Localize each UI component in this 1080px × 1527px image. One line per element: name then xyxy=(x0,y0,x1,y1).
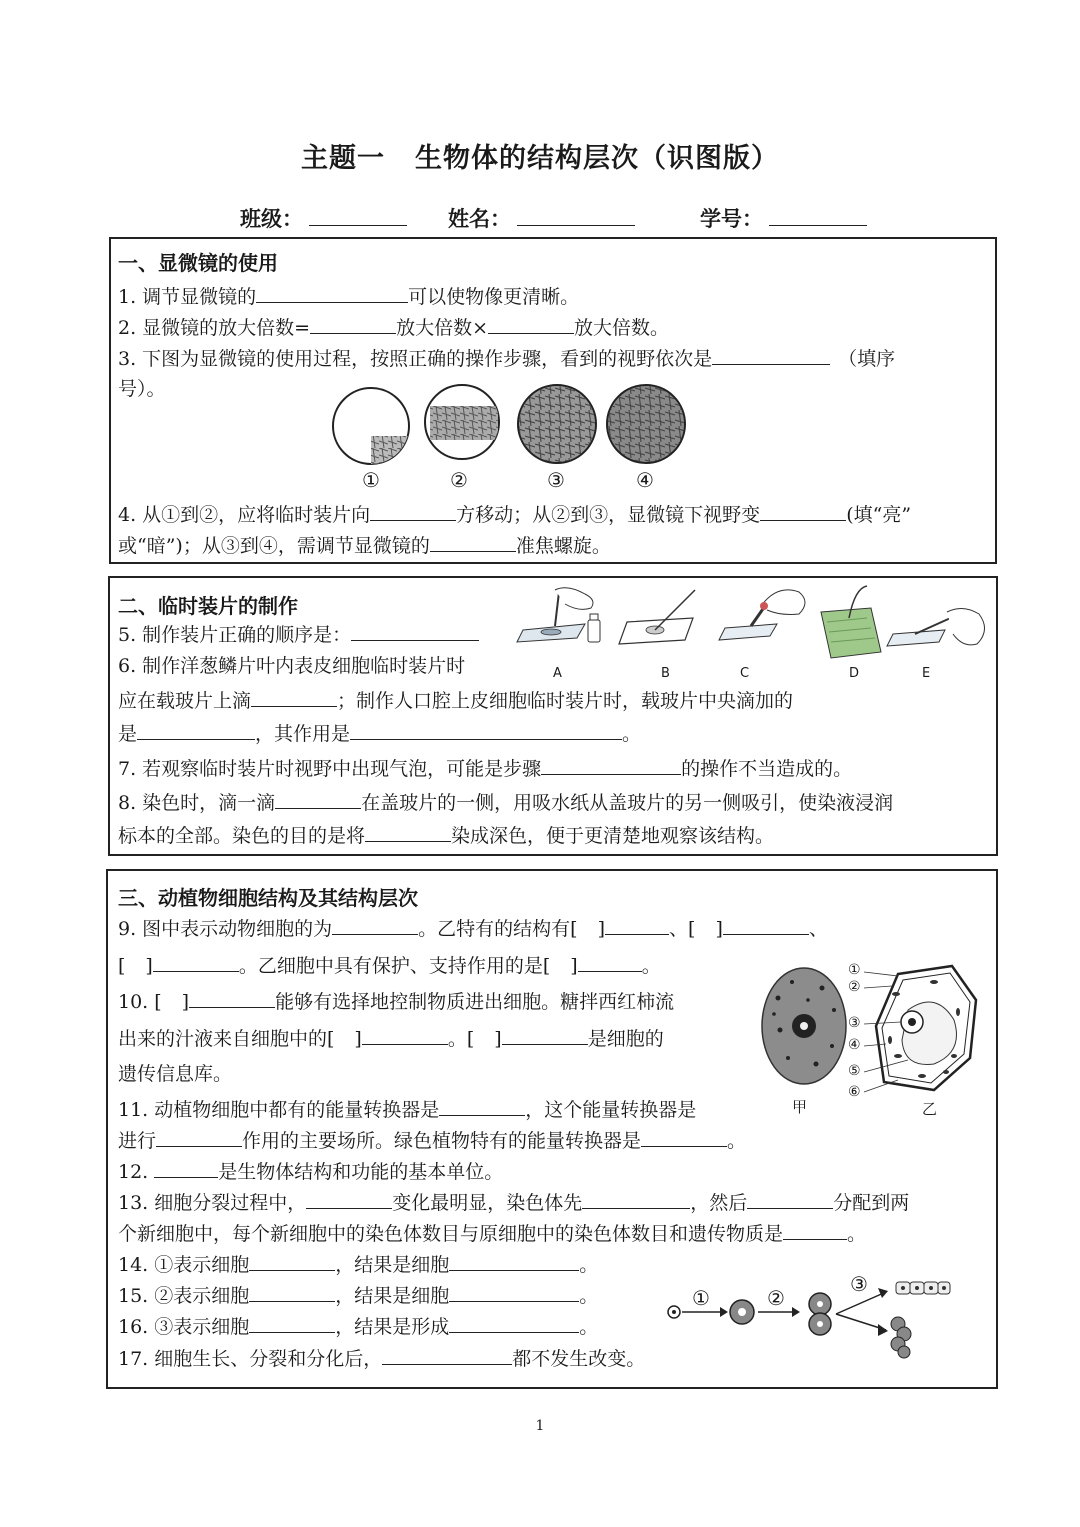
q11-blank-2[interactable] xyxy=(156,1128,242,1147)
question-9 xyxy=(118,916,828,941)
q10-bracket-2: ] xyxy=(354,1028,362,1050)
q4-text-b: 方移动；从②到③，显微镜下视野变 xyxy=(456,504,761,526)
field-label-1: ① xyxy=(362,468,380,492)
q2-text-c: 放大倍数。 xyxy=(574,317,670,339)
process-label-1: ① xyxy=(692,1286,710,1310)
plant-cell-name: 乙 xyxy=(922,1100,938,1118)
q11-text-e: 。 xyxy=(727,1130,747,1152)
step-b-drawing xyxy=(619,590,695,644)
section-3-heading: 三、动植物细胞结构及其结构层次 xyxy=(118,886,418,910)
q9-bracket-3: ] xyxy=(145,955,153,977)
field-4 xyxy=(607,385,685,463)
field-3 xyxy=(518,385,596,463)
field-2 xyxy=(425,385,499,459)
cell-label-1: ① xyxy=(848,962,861,978)
q11-blank-1[interactable] xyxy=(439,1097,525,1116)
q8-text-b: 在盖玻片的一侧，用吸水纸从盖玻片的另一侧吸引，使染液浸润 xyxy=(361,792,894,814)
q9-text-i: 。乙细胞中具有保护、支持作用的是[ xyxy=(238,955,551,977)
field-label-4: ④ xyxy=(636,468,654,492)
q2-blank-1[interactable] xyxy=(310,315,396,334)
title-part-b: 生物体的结构层次（识图版） xyxy=(415,143,779,174)
q10-blank-2[interactable] xyxy=(362,1026,448,1045)
q9-bracket-2: ] xyxy=(715,918,723,940)
q13-text-d: 分配到两 xyxy=(833,1192,910,1214)
q3-text-b: （填序 xyxy=(838,348,896,370)
q6-text-f: 。 xyxy=(622,723,642,745)
question-16 xyxy=(118,1314,598,1339)
grown-cell-drawing xyxy=(730,1300,754,1324)
q10-bracket-3: ] xyxy=(494,1028,502,1050)
q9-bracket-4: ] xyxy=(570,955,578,977)
q16-blank-1[interactable] xyxy=(249,1314,335,1333)
q16-blank-2[interactable] xyxy=(449,1314,579,1333)
q16-text-b: ，结果是形成 xyxy=(335,1316,450,1338)
q11-blank-3[interactable] xyxy=(641,1128,727,1147)
tissue-a-drawing xyxy=(896,1282,950,1294)
question-7 xyxy=(118,756,852,781)
q9-blank-5[interactable] xyxy=(578,953,642,972)
q11-text-d: 作用的主要场所。绿色植物特有的能量转换器是 xyxy=(242,1130,642,1152)
q15-blank-1[interactable] xyxy=(249,1283,335,1302)
slide-steps-figure xyxy=(515,582,990,672)
question-10 xyxy=(118,989,674,1014)
q13-blank-1[interactable] xyxy=(306,1190,392,1209)
q1-text-a: 1. 调节显微镜的 xyxy=(118,286,257,308)
q10-bracket-1: ] xyxy=(181,991,190,1013)
q4-blank-2[interactable] xyxy=(760,502,846,521)
q6-text-d: 是 xyxy=(118,723,138,745)
q9-blank-4[interactable] xyxy=(153,953,239,972)
q9-blank-3[interactable] xyxy=(723,916,809,935)
question-11-cont xyxy=(118,1128,746,1153)
q17-blank[interactable] xyxy=(382,1346,512,1365)
id-label: 学号： xyxy=(700,207,763,231)
question-5 xyxy=(118,622,479,647)
cell-label-3: ③ xyxy=(848,1015,861,1031)
question-2 xyxy=(118,315,669,340)
q1-text-b: 可以使物像更清晰。 xyxy=(408,286,580,308)
question-10-cont xyxy=(118,1026,664,1051)
q7-text-b: 的操作不当造成的。 xyxy=(681,758,853,780)
q9-blank-2[interactable] xyxy=(605,916,669,935)
class-field xyxy=(240,203,407,233)
name-label: 姓名： xyxy=(448,207,511,231)
question-3-cont: 号）。 xyxy=(118,378,166,400)
question-4 xyxy=(118,502,911,527)
q16-text-a: 16. ③表示细胞 xyxy=(118,1316,250,1338)
question-14 xyxy=(118,1252,598,1277)
q9-text-f: 、 xyxy=(808,918,828,940)
q4-text-e: 准焦螺旋。 xyxy=(515,535,611,557)
step-label-e: E xyxy=(922,666,931,681)
divided-cells-drawing xyxy=(809,1293,831,1335)
animal-cell-drawing xyxy=(762,968,846,1084)
step-label-d: D xyxy=(849,666,860,681)
q17-text-a: 17. 细胞生长、分裂和分化后， xyxy=(118,1348,383,1370)
name-blank[interactable] xyxy=(517,205,635,226)
single-cell-drawing xyxy=(668,1306,680,1318)
animal-cell-name: 甲 xyxy=(792,1098,808,1116)
q15-text-b: ，结果是细胞 xyxy=(335,1285,450,1307)
question-15 xyxy=(118,1283,598,1308)
q8-text-c: 标本的全部。染色的目的是将 xyxy=(118,825,366,847)
q10-blank-1[interactable] xyxy=(189,989,275,1008)
q13-text-e: 个新细胞中，每个新细胞中的染色体数目与原细胞中的染色体数目和遗传物质是 xyxy=(118,1223,784,1245)
page-title xyxy=(0,136,1080,175)
question-8 xyxy=(118,790,893,815)
q13-blank-4[interactable] xyxy=(783,1221,847,1240)
question-6-line-2 xyxy=(118,688,793,713)
q10-text-h: 是细胞的 xyxy=(587,1028,664,1050)
question-6: 6. 制作洋葱鳞片叶内表皮细胞临时装片时 xyxy=(118,655,466,677)
q9-blank-1[interactable] xyxy=(332,916,418,935)
q4-text-c: (填“亮” xyxy=(846,504,912,526)
q8-blank-2[interactable] xyxy=(365,823,451,842)
q9-text-k: 。 xyxy=(641,955,661,977)
question-11 xyxy=(118,1097,696,1122)
page-number: 1 xyxy=(535,1418,545,1434)
q9-text-d: 、[ xyxy=(669,918,696,940)
q6-text-c: ；制作人口腔上皮细胞临时装片时，载玻片中央滴加的 xyxy=(337,690,794,712)
question-10-line-3: 遗传信息库。 xyxy=(118,1063,233,1085)
field-label-2: ② xyxy=(450,468,468,492)
q12-blank[interactable] xyxy=(154,1159,218,1178)
class-blank[interactable] xyxy=(309,205,407,226)
title-part-a: 主题一 xyxy=(301,143,385,174)
q6-blank-2[interactable] xyxy=(137,721,255,740)
q13-blank-3[interactable] xyxy=(747,1190,833,1209)
step-label-a: A xyxy=(553,666,562,681)
question-1 xyxy=(118,284,579,309)
q4-text-a: 4. 从①到②，应将临时装片向 xyxy=(118,504,371,526)
question-8-cont xyxy=(118,823,774,848)
q10-text-a: 10. [ xyxy=(118,991,162,1013)
q11-text-c: 进行 xyxy=(118,1130,157,1152)
cell-label-2: ② xyxy=(848,979,861,995)
q12-text-b: 是生物体结构和功能的基本单位。 xyxy=(218,1161,504,1183)
q13-blank-2[interactable] xyxy=(582,1190,690,1209)
name-field xyxy=(448,203,635,233)
q8-text-a: 8. 染色时，滴一滴 xyxy=(118,792,276,814)
question-13-cont xyxy=(118,1221,866,1246)
q13-text-c: ，然后 xyxy=(690,1192,748,1214)
q4-text-d: 或“暗”)；从③到④，需调节显微镜的 xyxy=(118,535,430,557)
question-12 xyxy=(118,1159,503,1184)
q6-blank-1[interactable] xyxy=(251,688,337,707)
q14-text-c: 。 xyxy=(579,1254,599,1276)
arrow-2-head xyxy=(792,1307,800,1317)
field-label-3: ③ xyxy=(547,468,565,492)
q4-blank-3[interactable] xyxy=(430,533,516,552)
q14-blank-2[interactable] xyxy=(449,1252,579,1271)
q10-text-f: 。[ xyxy=(447,1028,475,1050)
q11-text-a: 11. 动植物细胞中都有的能量转换器是 xyxy=(118,1099,440,1121)
q14-text-a: 14. ①表示细胞 xyxy=(118,1254,250,1276)
question-9-cont xyxy=(118,953,661,978)
q13-text-a: 13. 细胞分裂过程中， xyxy=(118,1192,307,1214)
q16-text-c: 。 xyxy=(579,1316,599,1338)
q9-text-g: [ xyxy=(118,955,126,977)
field-1 xyxy=(333,388,411,466)
id-blank[interactable] xyxy=(769,205,867,226)
process-label-2: ② xyxy=(767,1286,785,1310)
q2-text-b: 放大倍数× xyxy=(396,317,489,339)
section-2-heading: 二、临时装片的制作 xyxy=(118,594,298,618)
q3-blank[interactable] xyxy=(712,346,830,365)
q2-text-a: 2. 显微镜的放大倍数= xyxy=(118,317,311,339)
q3-text-a: 3. 下图为显微镜的使用过程，按照正确的操作步骤，看到的视野依次是 xyxy=(118,348,713,370)
q12-text-a: 12. xyxy=(118,1161,149,1183)
q9-text-b: 。乙特有的结构有[ xyxy=(418,918,578,940)
question-17 xyxy=(118,1346,645,1371)
step-a-drawing xyxy=(517,588,600,642)
q13-text-b: 变化最明显，染色体先 xyxy=(392,1192,583,1214)
q14-blank-1[interactable] xyxy=(249,1252,335,1271)
question-6-line-3 xyxy=(118,721,641,746)
q15-blank-2[interactable] xyxy=(449,1283,579,1302)
q7-text-a: 7. 若观察临时装片时视野中出现气泡，可能是步骤 xyxy=(118,758,542,780)
q6-blank-3[interactable] xyxy=(350,721,622,740)
step-d-drawing xyxy=(821,586,881,658)
arrow-3a-head xyxy=(878,1288,888,1298)
q11-text-b: ，这个能量转换器是 xyxy=(525,1099,697,1121)
step-label-c: C xyxy=(740,666,750,681)
arrow-1-head xyxy=(720,1307,728,1317)
step-e-drawing xyxy=(887,608,985,646)
q10-blank-3[interactable] xyxy=(502,1026,588,1045)
plant-cell-drawing xyxy=(876,966,976,1090)
cell-label-5: ⑤ xyxy=(848,1063,861,1079)
q8-text-d: 染成深色，便于更清楚地观察该结构。 xyxy=(451,825,775,847)
q10-text-c: 能够有选择地控制物质进出细胞。糖拌西红柿流 xyxy=(275,991,675,1013)
q9-bracket-1: ] xyxy=(597,918,606,940)
q13-text-f: 。 xyxy=(847,1223,867,1245)
id-field xyxy=(700,203,867,233)
q15-text-c: 。 xyxy=(579,1285,599,1307)
arrow-3b-head xyxy=(878,1324,888,1336)
cell-diagram xyxy=(758,960,988,1100)
q7-blank[interactable] xyxy=(541,756,681,775)
tissue-b-drawing xyxy=(891,1317,911,1358)
process-label-3: ③ xyxy=(850,1272,868,1296)
q17-text-b: 都不发生改变。 xyxy=(512,1348,646,1370)
q5-blank[interactable] xyxy=(351,622,479,641)
question-13 xyxy=(118,1190,909,1215)
cell-label-6: ⑥ xyxy=(848,1084,861,1100)
question-3 xyxy=(118,346,895,371)
q6-text-b: 应在载玻片上滴 xyxy=(118,690,252,712)
q15-text-a: 15. ②表示细胞 xyxy=(118,1285,250,1307)
q5-text: 5. 制作装片正确的顺序是： xyxy=(118,624,352,646)
q2-blank-2[interactable] xyxy=(488,315,574,334)
class-label: 班级： xyxy=(240,207,303,231)
q8-blank-1[interactable] xyxy=(275,790,361,809)
q14-text-b: ，结果是细胞 xyxy=(335,1254,450,1276)
q10-text-d: 出来的汁液来自细胞中的[ xyxy=(118,1028,335,1050)
q6-text-e: ，其作用是 xyxy=(255,723,351,745)
q1-blank[interactable] xyxy=(256,284,408,303)
step-label-b: B xyxy=(661,666,670,681)
step-c-drawing xyxy=(719,590,805,640)
q9-text-a: 9. 图中表示动物细胞的为 xyxy=(118,918,333,940)
question-4-cont xyxy=(118,533,611,558)
section-1-heading: 一、显微镜的使用 xyxy=(118,251,278,275)
cell-label-4: ④ xyxy=(848,1037,861,1053)
q4-blank-1[interactable] xyxy=(370,502,456,521)
